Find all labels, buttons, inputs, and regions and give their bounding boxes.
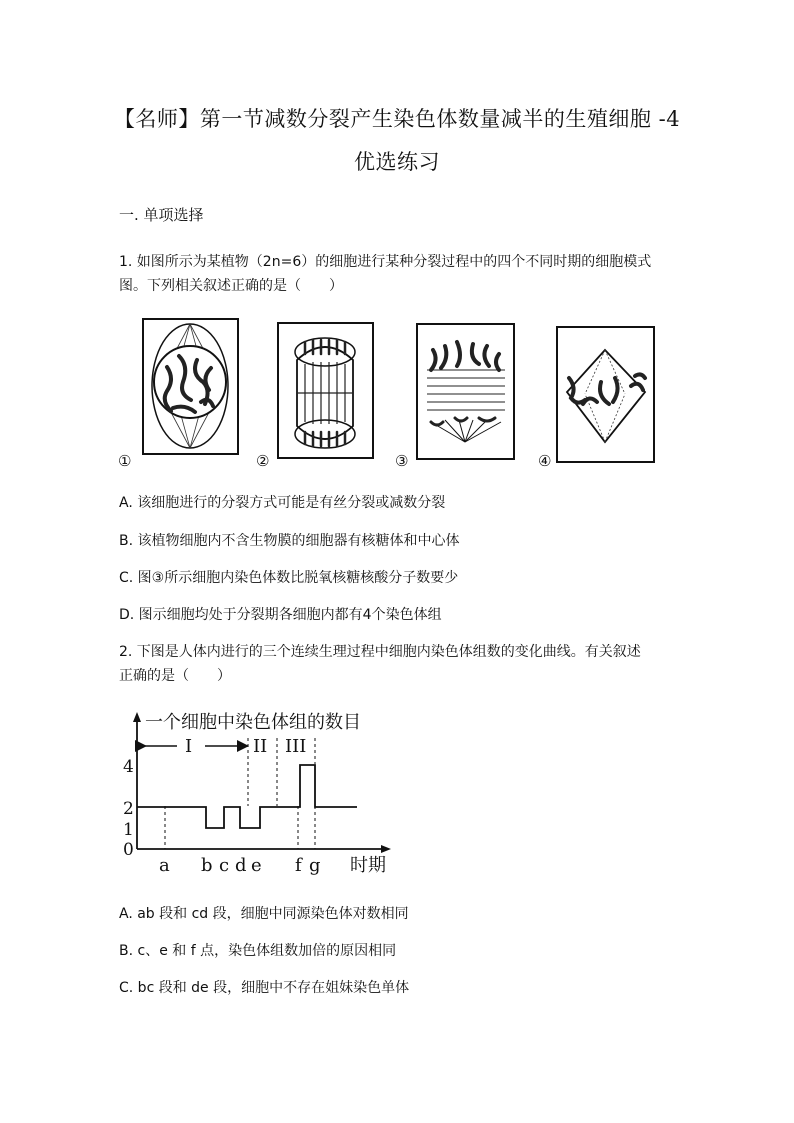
x-point-g: g	[309, 855, 321, 876]
q2-stem-line-2: 正确的是（ ）	[119, 668, 231, 684]
q2-option-b: B. c、e 和 f 点，染色体组数加倍的原因相同	[119, 943, 397, 959]
q2-option-a: A. ab 段和 cd 段，细胞中同源染色体对数相同	[119, 906, 409, 922]
y-tick-1: 1	[123, 820, 134, 840]
cell-diagram-1	[143, 319, 238, 454]
q1-option-a: A. 该细胞进行的分裂方式可能是有丝分裂或减数分裂	[119, 495, 446, 511]
q1-option-d: D. 图示细胞均处于分裂期各细胞内都有4个染色体组	[119, 607, 442, 623]
q1-stem-line-2: 图。下列相关叙述正确的是（ ）	[119, 278, 343, 294]
x-point-f: f	[295, 855, 302, 876]
figure-label-2: ②	[256, 452, 270, 470]
phase-label-3: III	[285, 736, 307, 757]
x-point-d: d	[235, 855, 247, 876]
q1-option-c: C. 图③所示细胞内染色体数比脱氧核糖核酸分子数要少	[119, 570, 459, 586]
title-line-2: 优选练习	[354, 150, 440, 174]
step-series-line	[137, 765, 357, 828]
cell-diagram-2	[278, 323, 373, 458]
y-axis-title: 一个细胞中染色体组的数目	[145, 712, 361, 733]
cell-diagram-3	[417, 324, 514, 459]
y-tick-2: 2	[123, 799, 134, 819]
phase-label-2: II	[253, 736, 268, 757]
x-point-c: c	[219, 855, 230, 876]
section-heading: 一. 单项选择	[119, 206, 204, 224]
x-point-a: a	[159, 855, 170, 876]
figure-label-4: ④	[538, 452, 552, 470]
y-tick-0: 0	[123, 840, 134, 860]
figure-label-1: ①	[118, 452, 132, 470]
figure-label-3: ③	[395, 452, 409, 470]
q1-stem-line-1: 1. 如图所示为某植物（2n=6）的细胞进行某种分裂过程中的四个不同时期的细胞模式	[119, 254, 652, 270]
x-axis-arrow	[381, 845, 391, 853]
x-point-b: b	[201, 855, 213, 876]
q2-option-c: C. bc 段和 de 段，细胞中不存在姐妹染色单体	[119, 980, 410, 996]
chromosome-set-chart	[115, 708, 405, 880]
phase-label-1: I	[185, 736, 193, 757]
q1-option-b: B. 该植物细胞内不含生物膜的细胞器有核糖体和中心体	[119, 533, 460, 549]
y-tick-4: 4	[123, 757, 134, 777]
x-point-e: e	[251, 855, 262, 876]
x-axis-title: 时期	[350, 855, 386, 876]
cell-division-figure	[115, 312, 675, 472]
cell-diagram-4	[557, 327, 654, 462]
q2-stem-line-1: 2. 下图是人体内进行的三个连续生理过程中细胞内染色体组数的变化曲线。有关叙述	[119, 644, 641, 660]
title-line-1: 【名师】第一节减数分裂产生染色体数量减半的生殖细胞 -4	[113, 107, 681, 131]
y-axis-arrow	[133, 712, 141, 722]
